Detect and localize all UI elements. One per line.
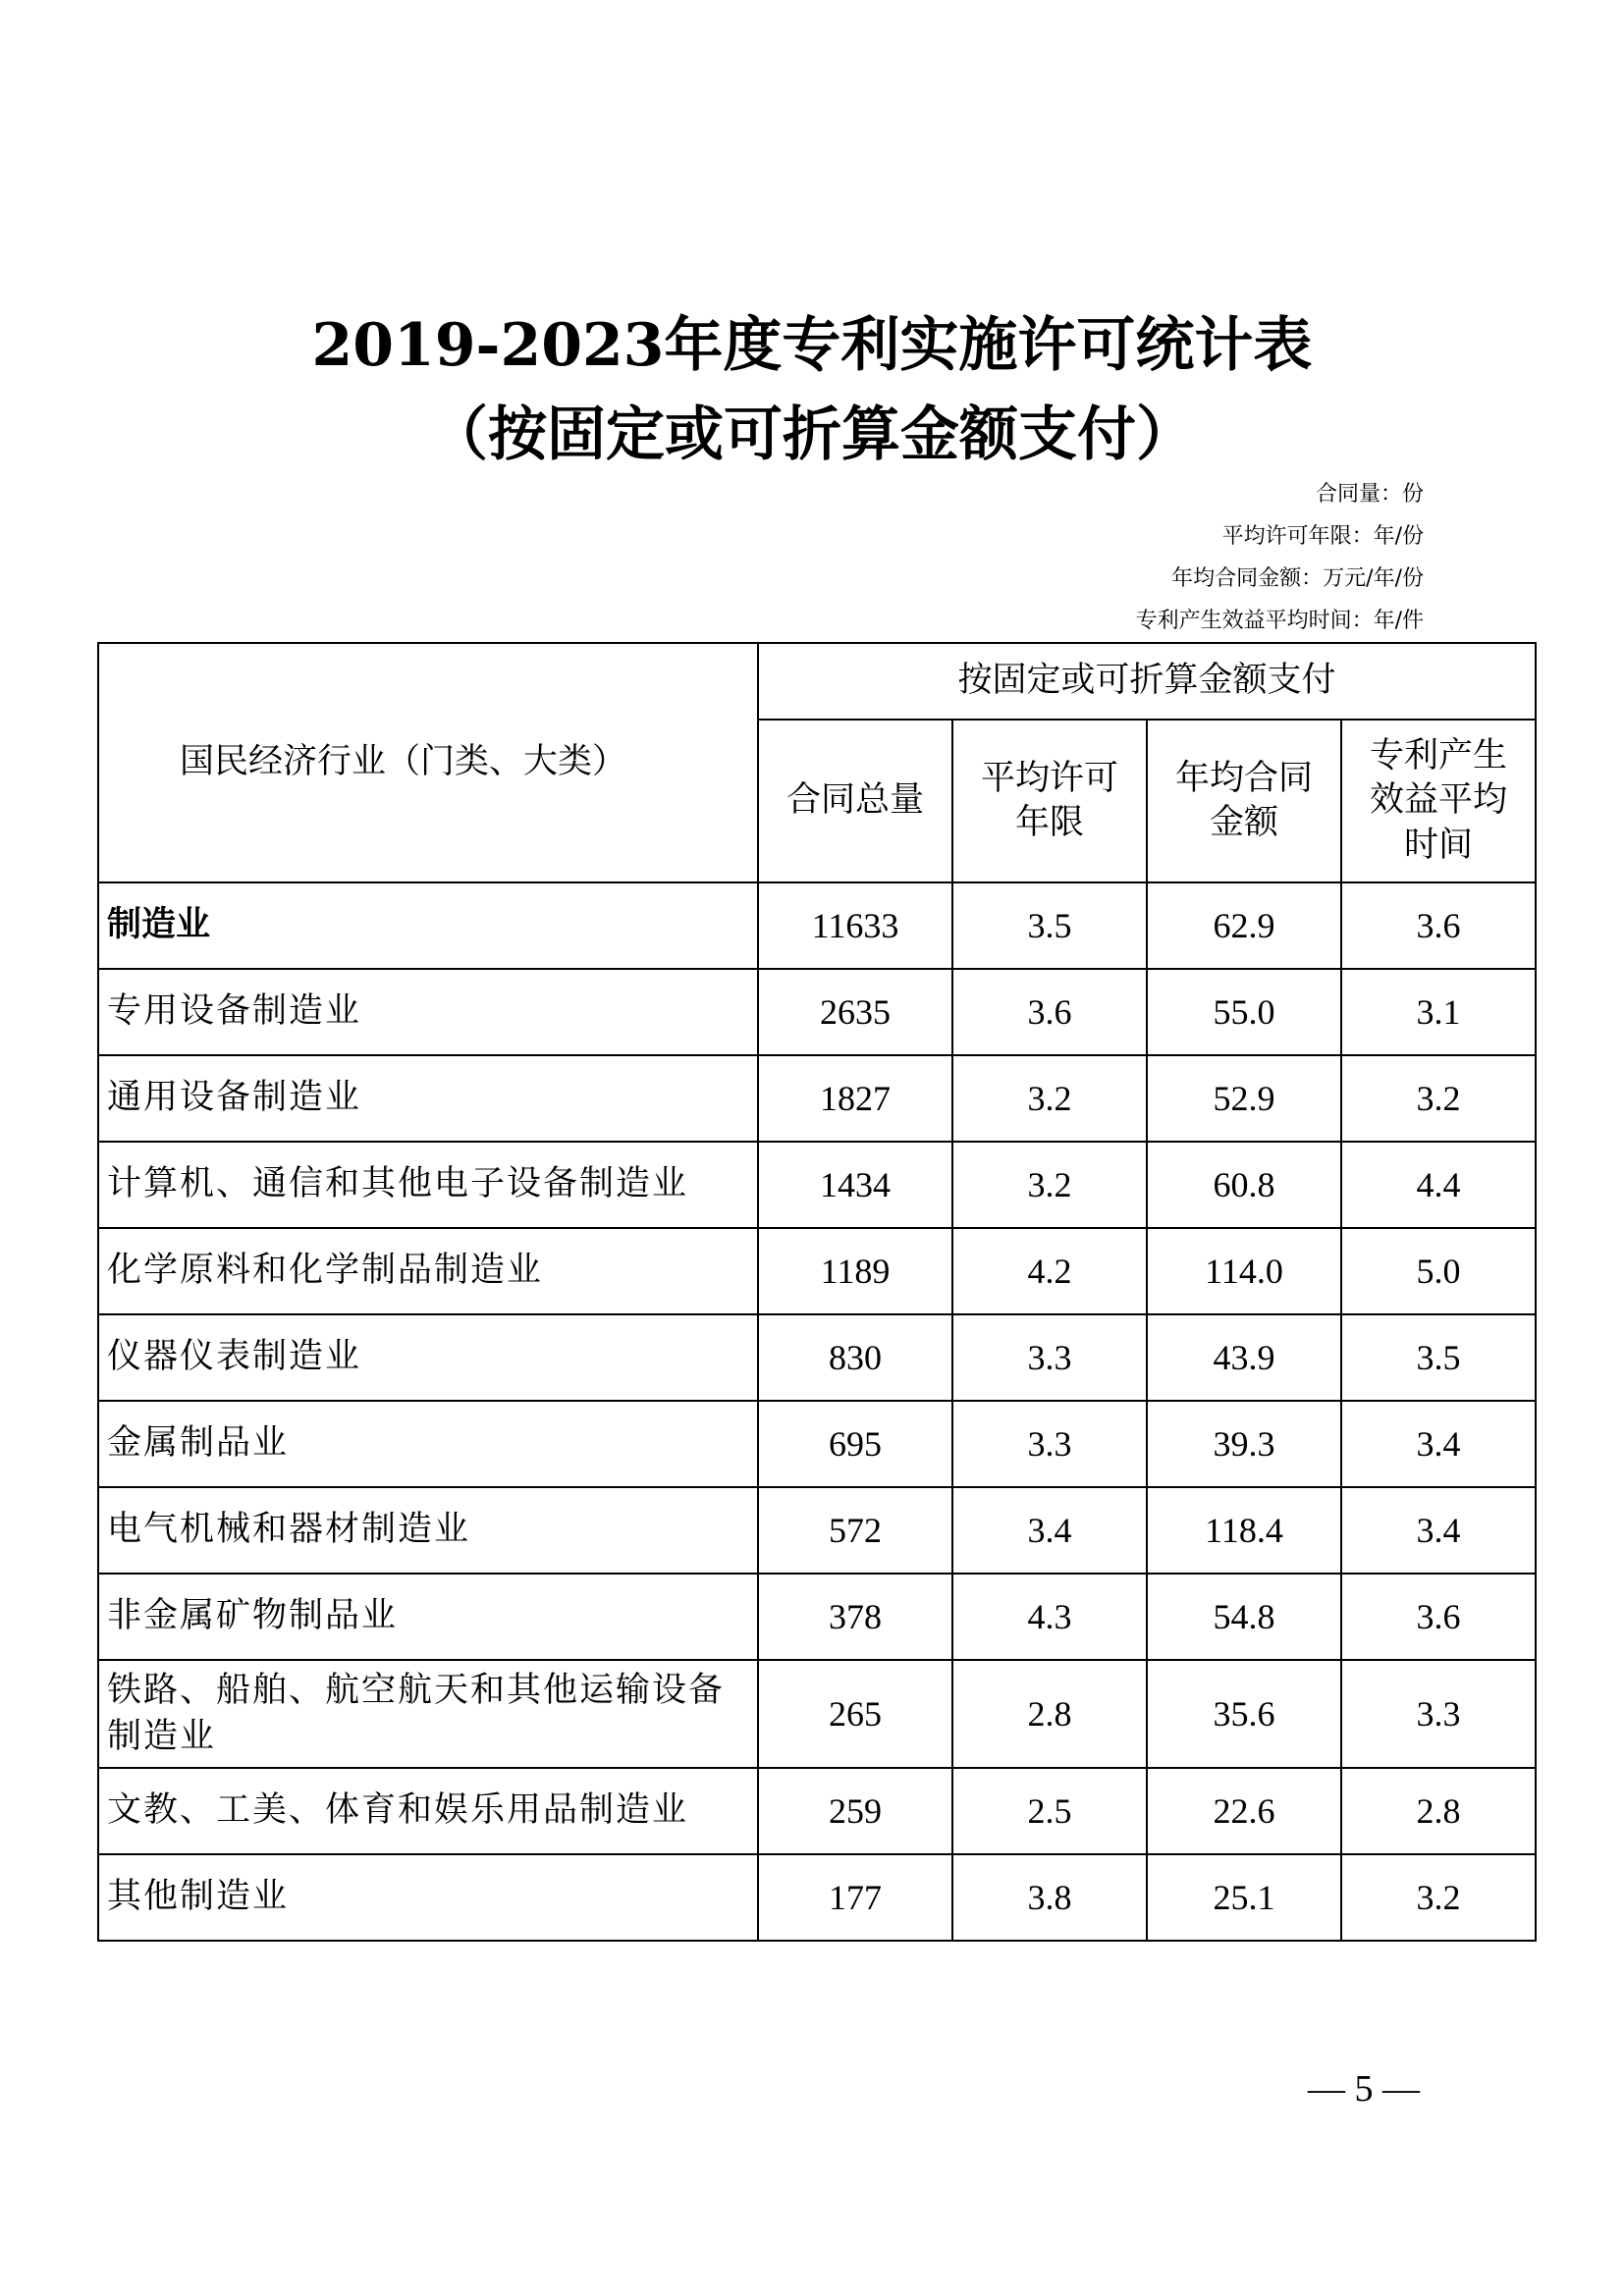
annual-amount-value: 25.1 bbox=[1147, 1854, 1341, 1941]
industry-header: 国民经济行业（门类、大类） bbox=[98, 643, 758, 882]
contracts-value: 2635 bbox=[758, 969, 952, 1055]
contracts-value: 1189 bbox=[758, 1228, 952, 1314]
page-title: 2019-2023年度专利实施许可统计表 bbox=[311, 311, 1313, 380]
contracts-value: 259 bbox=[758, 1768, 952, 1854]
page-subtitle: （按固定或可折算金额支付） bbox=[429, 400, 1195, 469]
contracts-value: 1434 bbox=[758, 1142, 952, 1228]
table-row bbox=[98, 882, 1536, 969]
contracts-value: 1827 bbox=[758, 1055, 952, 1142]
contracts-value: 830 bbox=[758, 1314, 952, 1401]
column-header-contracts: 合同总量 bbox=[758, 720, 952, 882]
industry-name: 其他制造业 bbox=[98, 1854, 758, 1941]
industry-name: 制造业 bbox=[98, 882, 758, 969]
table-body bbox=[98, 882, 1536, 1941]
benefit-time-value: 3.1 bbox=[1341, 969, 1536, 1055]
unit-avg-years: 平均许可年限：年/份 bbox=[1221, 524, 1424, 549]
industry-name: 电气机械和器材制造业 bbox=[98, 1487, 758, 1574]
contracts-value: 378 bbox=[758, 1574, 952, 1660]
table-row bbox=[98, 1055, 1536, 1142]
table-row bbox=[98, 1228, 1536, 1314]
benefit-time-value: 5.0 bbox=[1341, 1228, 1536, 1314]
annual-amount-value: 55.0 bbox=[1147, 969, 1341, 1055]
avg-years-value: 3.2 bbox=[952, 1055, 1147, 1142]
avg-years-value: 3.3 bbox=[952, 1314, 1147, 1401]
annual-amount-value: 62.9 bbox=[1147, 882, 1341, 969]
benefit-time-value: 3.3 bbox=[1341, 1660, 1536, 1768]
table-row bbox=[98, 1574, 1536, 1660]
contracts-value: 572 bbox=[758, 1487, 952, 1574]
avg-years-value: 3.8 bbox=[952, 1854, 1147, 1941]
table-row bbox=[98, 969, 1536, 1055]
avg-years-value: 2.5 bbox=[952, 1768, 1147, 1854]
avg-years-value: 3.4 bbox=[952, 1487, 1147, 1574]
table-row bbox=[98, 1401, 1536, 1487]
industry-name: 铁路、船舶、航空航天和其他运输设备制造业 bbox=[98, 1660, 758, 1768]
benefit-time-value: 4.4 bbox=[1341, 1142, 1536, 1228]
annual-amount-value: 39.3 bbox=[1147, 1401, 1341, 1487]
annual-amount-value: 22.6 bbox=[1147, 1768, 1341, 1854]
unit-benefit-time: 专利产生效益平均时间：年/件 bbox=[1135, 609, 1424, 633]
avg-years-value: 2.8 bbox=[952, 1660, 1147, 1768]
table-row bbox=[98, 1314, 1536, 1401]
industry-name: 文教、工美、体育和娱乐用品制造业 bbox=[98, 1768, 758, 1854]
annual-amount-value: 114.0 bbox=[1147, 1228, 1341, 1314]
annual-amount-value: 35.6 bbox=[1147, 1660, 1341, 1768]
industry-name: 金属制品业 bbox=[98, 1401, 758, 1487]
unit-annual-amount: 年均合同金额：万元/年/份 bbox=[1171, 566, 1424, 591]
table-row bbox=[98, 1768, 1536, 1854]
avg-years-value: 3.2 bbox=[952, 1142, 1147, 1228]
industry-name: 通用设备制造业 bbox=[98, 1055, 758, 1142]
units-legend bbox=[1136, 473, 1424, 642]
table-row bbox=[98, 1854, 1536, 1941]
industry-name: 非金属矿物制品业 bbox=[98, 1574, 758, 1660]
annual-amount-value: 43.9 bbox=[1147, 1314, 1341, 1401]
annual-amount-value: 52.9 bbox=[1147, 1055, 1341, 1142]
group-header: 按固定或可折算金额支付 bbox=[758, 643, 1536, 720]
avg-years-value: 3.6 bbox=[952, 969, 1147, 1055]
avg-years-value: 4.3 bbox=[952, 1574, 1147, 1660]
unit-contracts: 合同量：份 bbox=[1315, 482, 1424, 507]
avg-years-value: 3.5 bbox=[952, 882, 1147, 969]
column-header-benefit-time: 专利产生效益平均时间 bbox=[1341, 720, 1536, 882]
table-row bbox=[98, 1142, 1536, 1228]
contracts-value: 695 bbox=[758, 1401, 952, 1487]
avg-years-value: 3.3 bbox=[952, 1401, 1147, 1487]
avg-years-value: 4.2 bbox=[952, 1228, 1147, 1314]
table-row bbox=[98, 1487, 1536, 1574]
annual-amount-value: 54.8 bbox=[1147, 1574, 1341, 1660]
benefit-time-value: 2.8 bbox=[1341, 1768, 1536, 1854]
industry-name: 化学原料和化学制品制造业 bbox=[98, 1228, 758, 1314]
benefit-time-value: 3.2 bbox=[1341, 1854, 1536, 1941]
benefit-time-value: 3.2 bbox=[1341, 1055, 1536, 1142]
contracts-value: 177 bbox=[758, 1854, 952, 1941]
benefit-time-value: 3.5 bbox=[1341, 1314, 1536, 1401]
table-header bbox=[98, 643, 1536, 882]
contracts-value: 11633 bbox=[758, 882, 952, 969]
page-number: — 5 — bbox=[1308, 2068, 1420, 2109]
industry-name: 专用设备制造业 bbox=[98, 969, 758, 1055]
benefit-time-value: 3.6 bbox=[1341, 882, 1536, 969]
column-header-avg-years: 平均许可年限 bbox=[952, 720, 1147, 882]
benefit-time-value: 3.4 bbox=[1341, 1487, 1536, 1574]
industry-name: 计算机、通信和其他电子设备制造业 bbox=[98, 1142, 758, 1228]
benefit-time-value: 3.4 bbox=[1341, 1401, 1536, 1487]
industry-name: 仪器仪表制造业 bbox=[98, 1314, 758, 1401]
column-header-annual-amount: 年均合同金额 bbox=[1147, 720, 1341, 882]
patent-license-table bbox=[97, 642, 1537, 1942]
benefit-time-value: 3.6 bbox=[1341, 1574, 1536, 1660]
contracts-value: 265 bbox=[758, 1660, 952, 1768]
annual-amount-value: 118.4 bbox=[1147, 1487, 1341, 1574]
table-row bbox=[98, 1660, 1536, 1768]
annual-amount-value: 60.8 bbox=[1147, 1142, 1341, 1228]
